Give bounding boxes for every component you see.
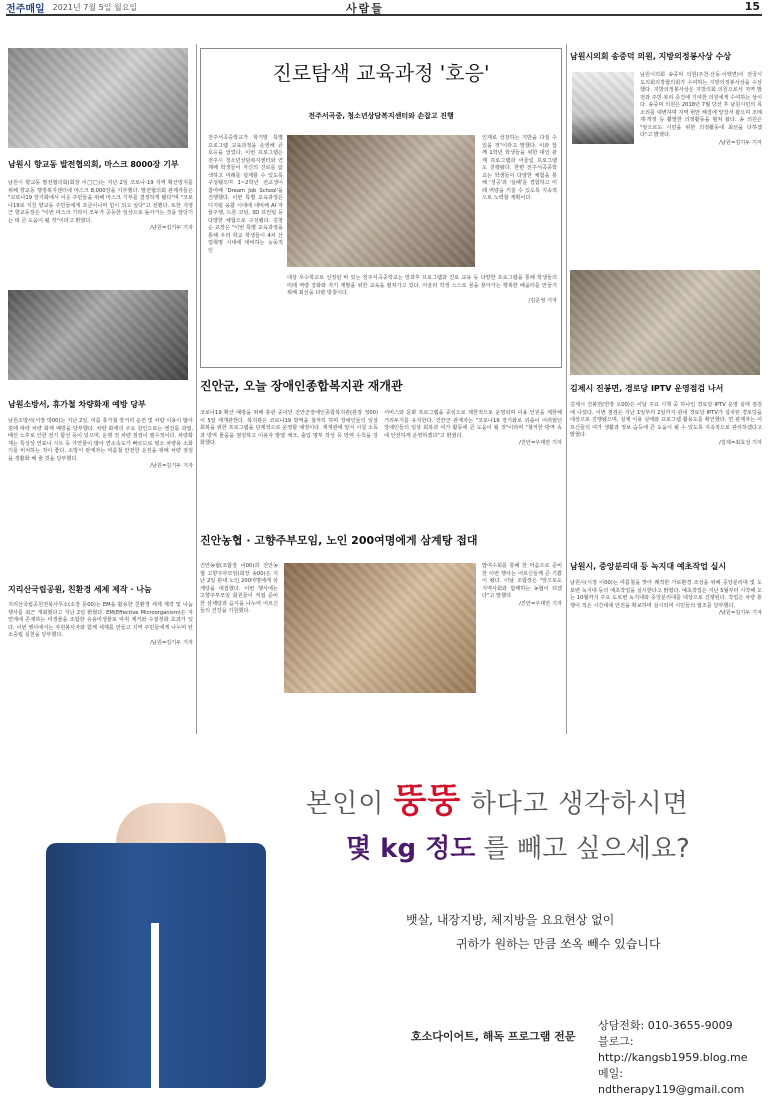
ad-copy-1: 뱃살, 내장지방, 체지방을 요요현상 없이 <box>406 913 615 927</box>
diet-advertisement <box>6 743 762 1096</box>
article-headline: 김제시 진봉면, 경로당 IPTV 운영점검 나서 <box>570 384 724 393</box>
samgyetang-event-photo <box>284 563 476 693</box>
ad-emphasis: 몇 kg 정도 <box>346 834 476 864</box>
ad-contact <box>598 1018 762 1098</box>
article-body <box>8 602 193 727</box>
mask-donation-photo <box>8 48 188 148</box>
article-body <box>482 563 562 728</box>
article-body <box>200 563 278 728</box>
article-text: 서비스와 문화 프로그램을 중심으로 제한적으로 운영되며 이용 인원을 제한해 거리두기를 유지한다. 진안군 관계자는 "코로나19 장기화로 외출이 어려웠던 장애인들의 일상 회복과 여가 활동에 큰 도움이 될 것"이라며 "철저한 방역 속에 안전하게 운영하겠다"고 밝혔다. <box>384 410 562 439</box>
issue-date: 2021년 7월 5일 월요일 <box>52 2 138 12</box>
feature-subhead: 전주서곡중, 청소년상담복지센터와 손잡고 진행 <box>308 112 454 120</box>
article-byline: /진안=우태만 기자 <box>519 600 562 607</box>
article-body <box>208 135 283 360</box>
article-headline: 진안군, 오늘 장애인종합복지관 재개관 <box>200 379 403 393</box>
article-text: 남원시 향교동 발전협의회(회장 이□□)는 지난 2일 코로나-19 지역 확산방지를 위해 향교동 행정복지센터에 마스크 8,000장을 기부했다. 발전협의회 관계자들은 "코로나19 장기화에서 이웃 주민들을 위해 마스크 기부를 결정하게 됐다"며 "코로나19로 지친 향교동 주민들에게 조금이나마 힘이 되고 싶다"고 전했다. 또한 지영근 향교동장은 "이번 마스크 기탁이 모두가 공동한 일상으로 돌아가는 것을 앞당기는 데 큰 도움이 될 것"이라고 밝혔다. <box>8 180 193 224</box>
article-text: 진안농협(조합장 이00)과 진안농협 고향주부모임(회장 송00)은 지난 2일 관내 노인 200여명에게 삼계탕을 대접했다. 이번 행사에는 고향주부모임 회원들이 직접 준비한 삼계탕과 음식을 나누며 어르신들의 건강을 기원했다. <box>200 563 278 615</box>
article-text: 지리산국립공원전북사무소(소장 문00)는 EM을 활용한 친환경 세제 제작 및 나눔 행사를 최근 개최했다고 지난 2일 밝혔다. EM(Effective Microorganism)은 자연계에 존재하는 미생물을 조합한 유용미생물로 악취 제거와 수질정화 효과가 있다. 이번 행사에서는 자원봉사자와 함께 세제를 만들고 지역 주민들에게 나누며 탄소중립 실천을 당부했다. <box>8 602 193 639</box>
article-text: 남원시(시장 이00)는 여름철을 맞아 쾌적한 가로환경 조성을 위해 중앙분리대 및 도로변 녹지대 등의 예초작업을 실시한다고 밝혔다. 예초작업은 지난 5월부터 시작해 오는 10월까지 주요 도로변 녹지대와 중앙분리대를 대상으로 진행된다. 작업은 차량 통행이 적은 시간대에 안전을 확보하며 실시되며 시민들의 협조를 당부했다. <box>570 580 762 609</box>
iptv-inspection-photo <box>570 270 760 375</box>
article-body <box>482 135 557 270</box>
article-headline: 남원소방서, 휴가철 차량화재 예방 당부 <box>8 400 146 409</box>
section-title: 사람들 <box>346 2 384 15</box>
article-text: 밥여수회를 통해 한 마음으로 준비한 이번 행사는 어르신들께 큰 기쁨이 됐다. 이날 조합장은 "앞으로도 지역사회와 함께하는 농협이 되겠다"고 말했다. <box>482 563 562 600</box>
article-byline: /남원=김기두 기자 <box>150 225 193 232</box>
column-divider <box>196 44 197 734</box>
article-body <box>570 580 762 728</box>
page-number: 15 <box>744 0 760 13</box>
article-byline: /남원=김기두 기자 <box>150 463 193 470</box>
article-text: 인재로 성장하는 기반을 다질 수 있을 것"이라고 말했다. 이와 함께 1학년 학생들을 위한 대인 관계 프로그램과 어울림 프로그램도 진행됐다. 한편 전주서곡중학교는 학생들이 다양한 체험을 통해 '성공'과 '실패'를 경험하고 미래 역량을 키울 수 있도록 지속적으로 노력할 계획이다. <box>482 135 557 202</box>
article-byline: /남원=김기두 기자 <box>150 639 193 646</box>
article-body <box>8 418 193 578</box>
ad-copy-2: 귀하가 원하는 만큼 쏘옥 빼수 있습니다 <box>456 937 661 951</box>
article-body <box>200 410 378 520</box>
feature-headline: 진로탐색 교육과정 '호응' <box>272 61 490 85</box>
ad-text: 본인이 <box>306 789 394 819</box>
column-divider <box>566 44 567 734</box>
jeans-shape <box>46 843 266 1088</box>
ad-headline-1 <box>306 773 689 822</box>
ad-text: 하다고 생각하시면 <box>461 789 689 819</box>
ad-emphasis: 뚱뚱 <box>393 781 462 821</box>
article-byline: /남원=김기두 기자 <box>719 139 762 146</box>
article-text: 남원소방서(서장 박00)는 지난 2일, 여름 휴가철 장거리 운전 및 차량 이용이 많아짐에 따라 차량 화재 예방을 당부했다. 차량 화재의 주요 원인으로는 엔진룸 과열, 배선 노후로 인한 전기 합선 등이 있으며, 운행 전 차량 점검이 필수적이다. 차량화재는 특성상 연료나 시트 등 가연물이 많아 연소속도가 빠르므로 평소 차량용 소화기를 비치하는 것이 좋다. 소방서 관계자는 여름철 안전한 운전을 위해 차량 점검을 생활화 해 줄 것을 당부했다. <box>8 418 193 462</box>
article-body <box>572 72 762 252</box>
article-text: 김제시 진봉면(면장 오00)은 이달 주요 시책 중 하나인 경로당 IPTV 운영 실태 점검에 나섰다. 이번 점검은 지난 1일부터 2일까지 관내 경로당 IPTV가 설치된 경로당을 대상으로 진행됐으며, 실제 이용 실태와 프로그램 활용도를 확인했다. 면 관계자는 어르신들의 여가 생활과 정보 습득에 큰 도움이 될 수 있도록 지속적으로 관리하겠다고 밝혔다. <box>570 402 762 439</box>
article-body <box>287 275 557 363</box>
article-headline: 남원시의회 송중덕 의원, 지방의정봉사상 수상 <box>570 52 732 61</box>
ad-headline-2 <box>346 828 690 865</box>
article-headline: 남원시 향교동 발전협의회, 마스크 8000장 기부 <box>8 160 179 169</box>
students-robot-photo <box>287 135 475 267</box>
article-text: 전주서곡중학교가 학기말 특별 프로그램 교육과정을 운영해 큰 호응을 얻었다. 이번 프로그램은 전주시 청소년상담복지센터와 연계해 학생들이 자신의 진로를 탐색하고 미래를 설계할 수 있도록 구성됐으며 1~2학년 전교생이 참여해 'Dream Job School'을 진행했다. 이번 특별 교육과정은 디지털 융합 시대에 대비해 AI 자율주행, 드론 코딩, 3D 프린팅 등 다양한 체험으로 구성됐다. 김창순 교장은 "이번 특별 교육과정을 통해 우리 학교 학생들이 4차 산업혁명 시대에 대비하는 능동적인 <box>208 135 283 254</box>
blog-url: 블로그: http://kangsb1959.blog.me <box>598 1034 748 1064</box>
article-text: 대상 우수학교로 선정된 바 있는 전주서곡중학교는 방과후 프로그램과 진로 교육 등 다양한 프로그램을 통해 학생들의 미래 역량 강화와 자기 계발을 위한 교육을 펼쳐가고 있다. 아울러 학생 스스로 꿈을 찾아가는 행복한 배움터를 만들기 위해 최선을 다할 방침이다. <box>287 275 557 297</box>
article-headline: 남원시, 중앙분리대 등 녹지대 예초작업 실시 <box>570 562 727 571</box>
article-body <box>384 410 562 520</box>
ad-program: 호소다이어트, 해독 프로그램 전문 <box>411 1030 576 1043</box>
article-headline: 지리산국립공원, 친환경 세제 제작 · 나눔 <box>8 585 152 594</box>
article-body <box>570 402 762 552</box>
page-header <box>6 0 762 16</box>
article-text: 남원시의회 송중덕 의원(주천·산동·이백면)이 전국시도의회의장협의회가 수여하는 지방의정봉사상을 수상했다. 지방의정봉사상은 지방의회 의원으로서 지역 발전과 주민 복리 증진에 기여한 의원에게 수여하는 상이다. 송중덕 의원은 2018년 7월 당선 후 남원시민의 목소리를 대변하며 지역 현안 해결에 앞장서 왔으며 조례 제·개정 등 활발한 의정활동을 펼쳐 왔다. 송 의원은 "앞으로도 시민을 위한 의정활동에 최선을 다하겠다"고 밝혔다. <box>640 72 762 139</box>
phone-number: 상담전화: 010-3655-9009 <box>598 1019 733 1032</box>
article-byline: /김제=최효성 기자 <box>719 439 762 446</box>
article-byline: /김준영 기자 <box>528 297 557 304</box>
article-body <box>8 180 193 280</box>
fire-drill-photo <box>8 290 188 380</box>
article-headline: 진안농협 · 고향주부모임, 노인 200여명에게 삼계탕 접대 <box>200 534 478 547</box>
ad-text: 를 빼고 싶으세요? <box>475 834 690 864</box>
article-text: 코로나19 확산 예방을 위해 휴관 중이던 진안군장애인종합복지관(관장 정00)이 5일 재개관한다. 복지관은 코로나19 방역을 철저히 하며 장애인들의 일상 회복을 위한 프로그램을 단계적으로 운영할 예정이다. 재개관에 앞서 시설 소독과 방역 물품을 점검하고 이용자 발열 체크, 출입 명부 작성 등 방역 수칙을 강화했다. <box>200 410 378 447</box>
article-byline: /남원=김기두 기자 <box>719 610 762 617</box>
email-address: 메일: ndtherapy119@gmail.com <box>598 1066 745 1096</box>
article-byline: /진안=우태만 기자 <box>519 440 562 447</box>
newspaper-logo: 전주매일 <box>6 3 45 15</box>
